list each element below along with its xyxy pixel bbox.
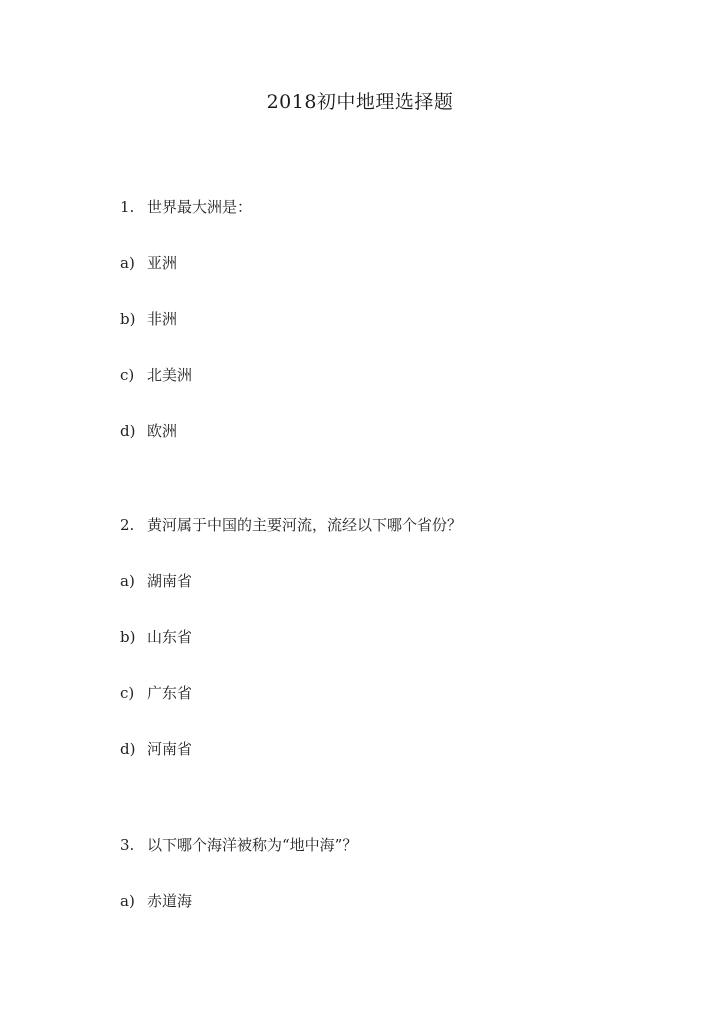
option-text: 非洲 <box>147 310 178 328</box>
option-2c <box>120 683 192 703</box>
question-text: 黄河属于中国的主要河流，流经以下哪个省份？ <box>147 516 463 534</box>
question-number: 3. <box>120 836 135 854</box>
option-text: 赤道海 <box>147 892 193 910</box>
option-1a <box>120 253 177 273</box>
option-marker: c) <box>120 366 135 384</box>
option-2d <box>120 739 192 759</box>
question-number: 2. <box>120 516 135 534</box>
option-text: 北美洲 <box>147 366 193 384</box>
question-text: 以下哪个海洋被称为“地中海”？ <box>147 836 358 854</box>
option-text: 广东省 <box>147 684 193 702</box>
question-text: 世界最大洲是： <box>147 198 253 216</box>
option-marker: a) <box>120 892 135 910</box>
document-title: 2018初中地理选择题 <box>266 91 454 113</box>
option-1b <box>120 309 177 329</box>
option-marker: d) <box>120 740 136 758</box>
option-text: 亚洲 <box>147 254 178 272</box>
question-2 <box>120 515 462 535</box>
question-1 <box>120 197 252 217</box>
option-2b <box>120 627 192 647</box>
option-text: 欧洲 <box>147 422 178 440</box>
option-marker: d) <box>120 422 136 440</box>
option-marker: a) <box>120 572 135 590</box>
option-text: 河南省 <box>147 740 193 758</box>
option-1c <box>120 365 192 385</box>
option-marker: b) <box>120 628 136 646</box>
question-3 <box>120 835 357 855</box>
option-marker: c) <box>120 684 135 702</box>
option-text: 湖南省 <box>147 572 193 590</box>
option-marker: a) <box>120 254 135 272</box>
option-text: 山东省 <box>147 628 193 646</box>
option-marker: b) <box>120 310 136 328</box>
question-number: 1. <box>120 198 135 216</box>
option-3a <box>120 891 192 911</box>
option-1d <box>120 421 177 441</box>
option-2a <box>120 571 192 591</box>
